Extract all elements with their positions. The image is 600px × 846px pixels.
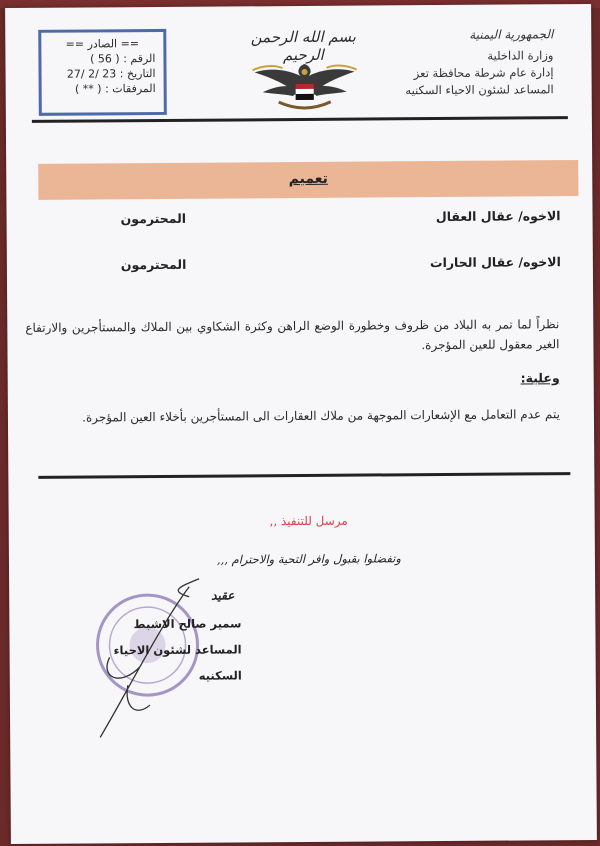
ref-number-row: الرقم : ( 56 ) xyxy=(90,52,156,66)
reference-box xyxy=(38,29,167,116)
addressee-honorific: المحترمون xyxy=(120,210,187,227)
signature-block xyxy=(39,566,270,768)
signatory-title: المساعد لشئون الاحياء السكنيه xyxy=(113,642,242,683)
ref-number-value: ( 56 ) xyxy=(90,52,120,66)
directorate-name: إدارة عام شرطة محافظة تعز xyxy=(413,65,554,81)
addressee-row-1 xyxy=(120,208,561,227)
ministry-name: وزارة الداخلية xyxy=(487,48,554,63)
ref-attachments-label: المرفقات xyxy=(112,82,156,96)
document-sheet xyxy=(5,4,597,844)
circular-title: تعميم xyxy=(288,170,328,188)
body-divider xyxy=(38,472,570,479)
header-divider xyxy=(32,116,568,123)
basmala: بسم الله الرحمن الرحيم xyxy=(250,27,356,65)
authority-header xyxy=(353,26,553,99)
ref-date-value: 27/ 2/ 23 xyxy=(66,67,117,81)
signatory-rank: عقيد xyxy=(211,588,235,603)
addressee-to: الاخوه/ عقال العقال xyxy=(435,208,561,225)
ref-title-text: الصادر xyxy=(87,37,118,51)
ref-number-label: الرقم xyxy=(130,52,156,66)
ref-attachments-row: المرفقات : ( ** ) xyxy=(74,82,156,96)
decision-paragraph: يتم عدم التعامل مع الإشعارات الموجهة من ملاك العقارات الى المستأجرين بأخلاء العين المؤجرة. xyxy=(82,407,560,425)
office-name: المساعد لشئون الاحياء السكنيه xyxy=(405,82,554,98)
intro-paragraph: نظراً لما تمر به البلاد من ظروف وخطورة الوضع الراهن وكثرة الشكاوي بين الملاك والمستأجرين والارتفاع الغير معقول للعين المؤجرة. xyxy=(25,317,560,353)
addressee-honorific: المحترمون xyxy=(120,256,187,273)
ref-date-row: التاريخ : 27/ 2/ 23 xyxy=(66,67,156,81)
accordingly-heading: وعلية: xyxy=(520,370,560,386)
ref-title: == الصادر == xyxy=(65,37,140,51)
circular-banner xyxy=(38,160,578,200)
signatory-name: سمير صالح الاشبط xyxy=(133,616,242,632)
sent-for-execution: مرسل للتنفيذ ,, xyxy=(269,513,348,529)
addressee-to: الاخوه/ عقال الحارات xyxy=(429,254,561,271)
republic-name: الجمهورية اليمنية xyxy=(469,27,554,42)
closing-regards: وتفضلوا بقبول وافر التحية والاحترام ,,, xyxy=(216,551,401,567)
ref-date-label: التاريخ xyxy=(126,67,156,81)
addressee-row-2 xyxy=(120,254,561,273)
signatory-details xyxy=(67,610,242,689)
yemen-eagle-emblem-icon xyxy=(248,58,360,117)
ref-attachments-value: ( ** ) xyxy=(74,82,102,96)
